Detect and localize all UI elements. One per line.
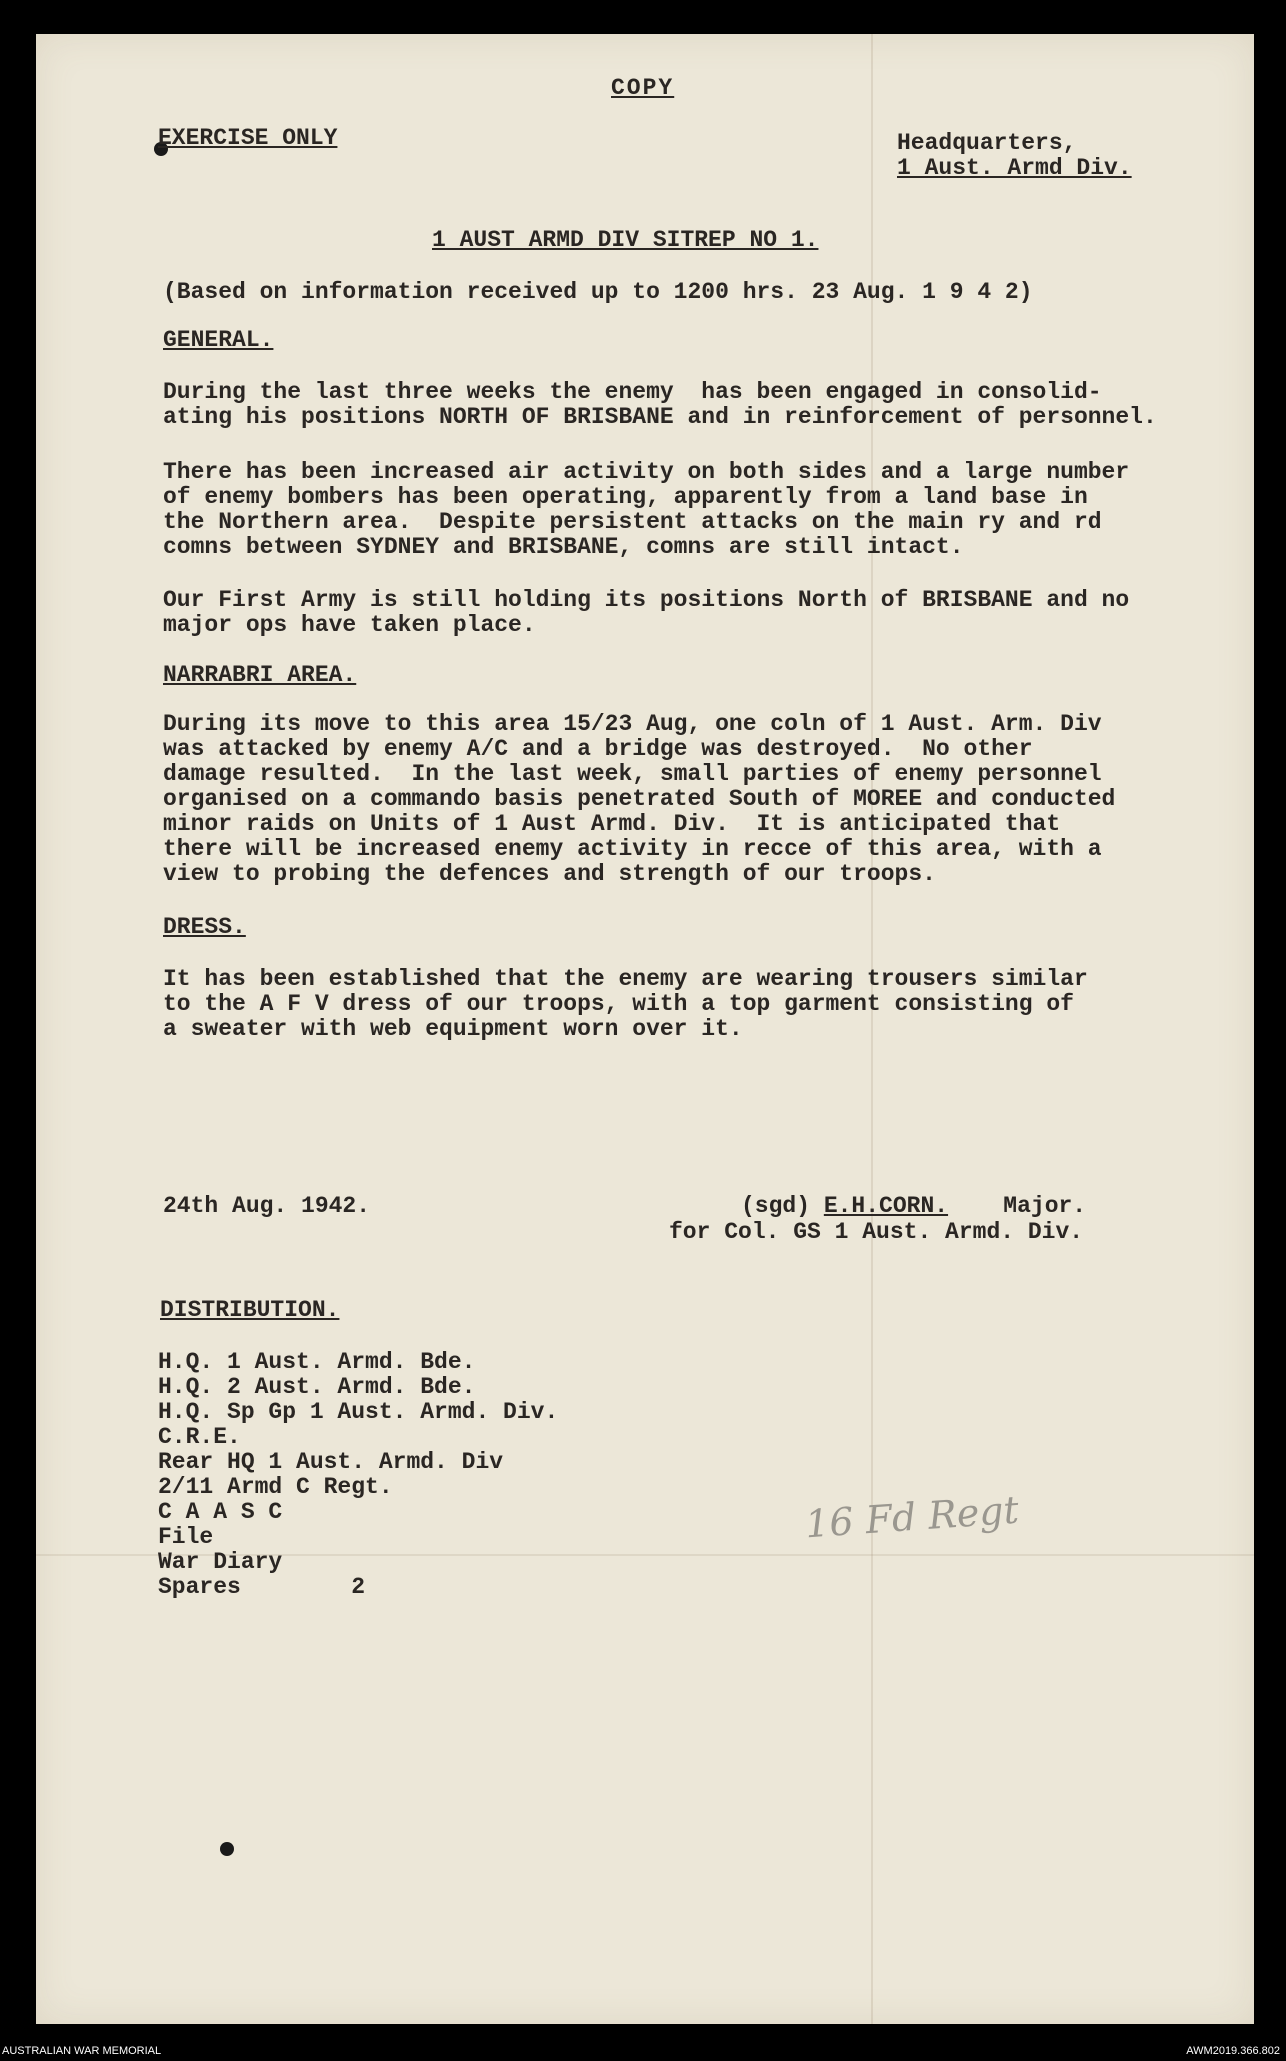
- signature-block: [741, 1194, 1086, 1219]
- hq-line2: 1 Aust. Armd Div.: [897, 155, 1132, 181]
- section-heading-distribution: DISTRIBUTION.: [160, 1297, 340, 1323]
- document-title: 1 AUST ARMD DIV SITREP NO 1.: [432, 227, 819, 253]
- section-heading-dress: DRESS.: [163, 914, 246, 940]
- signer-rank: Major.: [1003, 1193, 1087, 1219]
- sgd-prefix: (sgd): [741, 1193, 824, 1219]
- list-item: Spares 2: [158, 1574, 366, 1600]
- signature-line2: for Col. GS 1 Aust. Armd. Div.: [669, 1219, 1084, 1245]
- list-item: 2/11 Armd C Regt.: [158, 1474, 393, 1500]
- classification-label: EXERCISE ONLY: [158, 125, 338, 151]
- general-paragraph-2: There has been increased air activity on both sides and a large number of enemy bombers has been operating, apparently from a land base in the Northern area. Despite persistent attacks on the main ry and rd comns between SYDNEY and BRISBANE, comns are still intact.: [163, 459, 1130, 560]
- list-item: War Diary: [158, 1549, 283, 1575]
- list-item: C A A S C: [158, 1499, 283, 1525]
- list-item: C.R.E.: [158, 1424, 241, 1450]
- general-paragraph-1: During the last three weeks the enemy has been engaged in consolid- ating his positions NORTH OF BRISBANE and in reinforcement of personnel.: [163, 379, 1157, 430]
- list-item: File: [158, 1524, 214, 1550]
- narrabri-paragraph-1: During its move to this area 15/23 Aug, one coln of 1 Aust. Arm. Div was attacked by enemy A/C and a bridge was destroyed. No other damage resulted. In the last week, small parties of enemy personnel organised on a commando basis penetrated South of MOREE and conducted minor raids on Units of 1 Aust Armd. Div. It is anticipated that there will be increased enemy activity in recce of this area, with a view to probing the defences and strength of our troops.: [163, 711, 1116, 887]
- signer-name: E.H.CORN.: [823, 1193, 949, 1219]
- document-subtitle: (Based on information received up to 1200 hrs. 23 Aug. 1 9 4 2): [163, 279, 1033, 305]
- section-heading-narrabri: NARRABRI AREA.: [163, 662, 357, 688]
- section-heading-general: GENERAL.: [163, 327, 274, 353]
- dress-paragraph-1: It has been established that the enemy are wearing trousers similar to the A F V dress of our troops, with a top garment consisting of a sweater with web equipment worn over it.: [163, 966, 1088, 1042]
- copy-mark: COPY: [611, 75, 675, 101]
- list-item: Rear HQ 1 Aust. Armd. Div: [158, 1449, 504, 1475]
- list-item: H.Q. 1 Aust. Armd. Bde.: [158, 1349, 476, 1375]
- signature-date: 24th Aug. 1942.: [163, 1193, 371, 1219]
- footer-left: AUSTRALIAN WAR MEMORIAL: [2, 2045, 162, 2057]
- handwritten-annotation: 16 Fd Regt: [803, 1487, 1021, 1547]
- footer-right: AWM2019.366.802: [1186, 2045, 1280, 2057]
- hq-line1: Headquarters,: [897, 130, 1077, 156]
- punch-hole: [220, 1842, 234, 1856]
- list-item: H.Q. Sp Gp 1 Aust. Armd. Div.: [158, 1399, 559, 1425]
- list-item: H.Q. 2 Aust. Armd. Bde.: [158, 1374, 476, 1400]
- general-paragraph-3: Our First Army is still holding its positions North of BRISBANE and no major ops have taken place.: [163, 587, 1130, 638]
- distribution-list: [158, 1350, 558, 1600]
